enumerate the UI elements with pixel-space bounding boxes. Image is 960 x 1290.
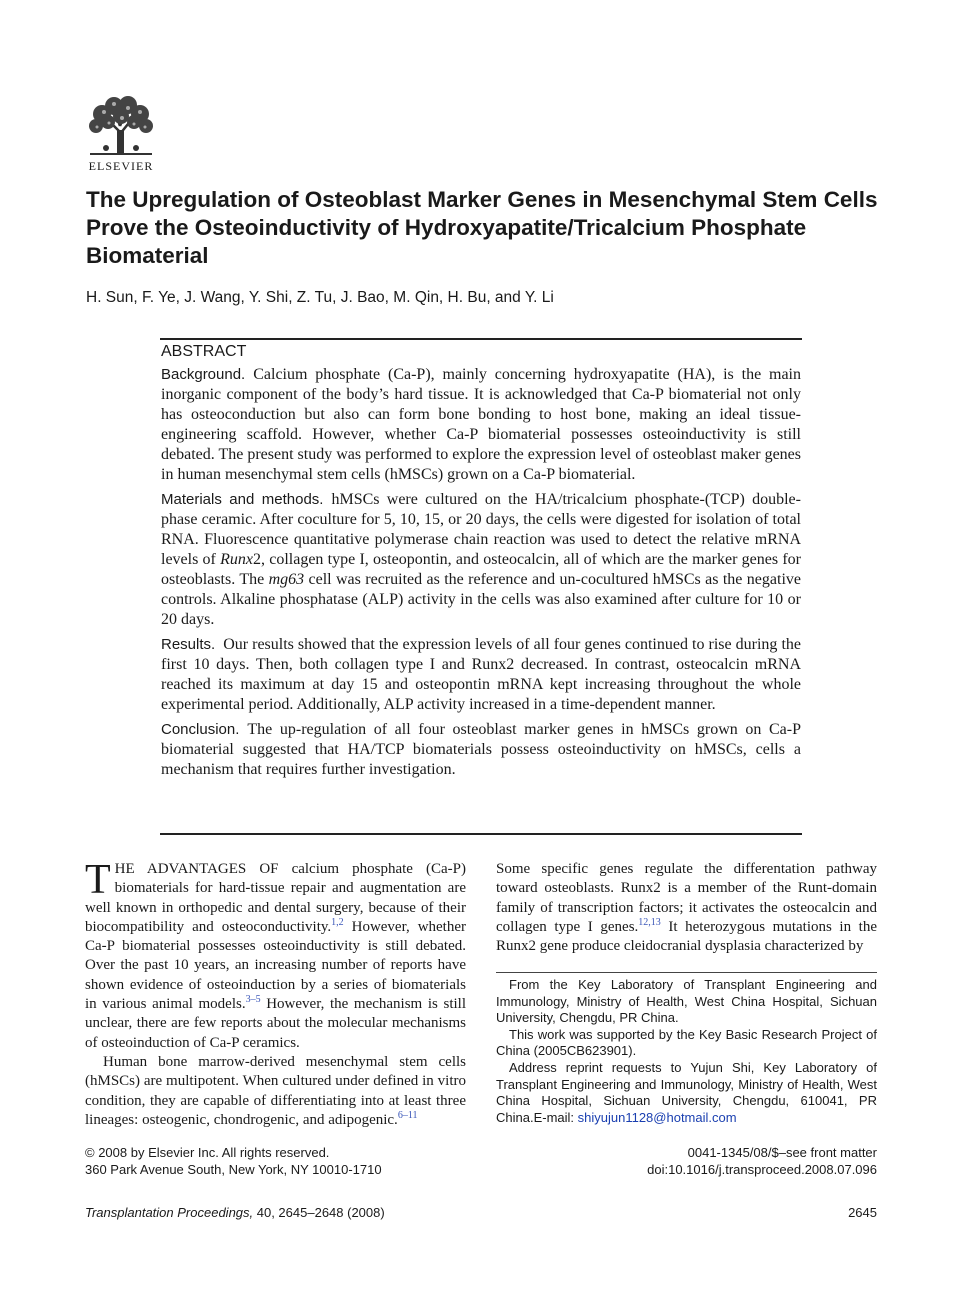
issn-doi-block [560, 1145, 877, 1178]
publisher-wordmark: ELSEVIER [88, 159, 154, 173]
page-number: 2645 [848, 1205, 877, 1220]
abstract-text: Calcium phosphate (Ca-P), mainly concerning hydroxyapatite (HA), is the main inorganic component of the body’s hard tissue. It is acknowledged that Ca-P biomaterial not only has osteoconduction but also can form bone bonding to host bone, making an ideal tissue-engineering scaffold. However, whether Ca-P biomaterial possesses osteoinductivity is still debated. The present study was performed to explore the expression level of osteoblast maker genes in human mesenchymal stem cells (hMSCs) grown on a Ca-P biomaterial. [161, 366, 801, 483]
doi-link[interactable]: doi:10.1016/j.transproceed.2008.07.096 [647, 1161, 877, 1177]
address-text: Address reprint requests to Yujun Shi, Key Laboratory of Transplant Engineering and Immunology, Ministry of Health, West China Hospital, Sichuan University, Chengdu, 610041, PR China.E-mail: [496, 1059, 877, 1125]
abstract-label: Conclusion. [161, 721, 240, 738]
abstract-background [161, 365, 801, 485]
journal-citation [85, 1205, 385, 1220]
abstract-results [161, 635, 801, 715]
abstract-text: The up-regulation of all four osteoblast marker genes in hMSCs grown on Ca-P biomaterial suggested that HA/TCP biomaterials possess osteoinductivity on hMSCs, cells a mechanism that requires further investigation. [161, 721, 801, 778]
abstract-box [161, 343, 801, 785]
affiliation-notes [496, 977, 877, 1126]
abstract-conclusion [161, 720, 801, 780]
body-paragraph [85, 857, 466, 1053]
issn-line: 0041-1345/08/$–see front matter [687, 1145, 877, 1160]
cell-line-name: mg63 [268, 571, 305, 588]
abstract-label: Materials and methods. [161, 491, 324, 508]
affiliation-from: From the Key Laboratory of Transplant Engineering and Immunology, Ministry of Health, West China Hospital, Sichuan University, Chengdu, PR China. [496, 977, 877, 1026]
article-title: The Upregulation of Osteoblast Marker Genes in Mesenchymal Stem Cells Prove the Osteoinductivity of Hydroxyapatite/Tricalcium Phosphate Biomaterial [86, 187, 878, 268]
abstract-text: hMSCs were cultured on the HA/tricalcium phosphate-(TCP) double-phase ceramic. After coculture for 5, 10, 15, or 20 days, the cells were digested for isolation of total RNA. Fluorescence quantitative polymerase chain reaction was used to detect the relative mRNA levels of [161, 491, 801, 568]
body-text: Human bone marrow-derived mesenchymal stem cells (hMSCs) are multipotent. When cultured under defined in vitro condition, they are capable of differentiating into at least three lineages: osteogenic, chondrogenic, and adipogenic. [85, 1053, 466, 1128]
abstract-label: Background. [161, 366, 246, 383]
publisher-address: 360 Park Avenue South, New York, NY 10010-1710 [85, 1161, 382, 1177]
abstract-text: 2, collagen type I, osteopontin, and osteocalcin, all of which are the marker genes for osteoblasts. The [161, 551, 801, 588]
email-link[interactable]: shiyujun1128@hotmail.com [577, 1109, 737, 1125]
copyright-block [85, 1145, 505, 1178]
publisher-logo [84, 96, 158, 174]
body-text: However, the mechanism is still unclear, there are few reports about the molecular mechanisms of osteoinduction of Ca-P ceramics. [85, 996, 466, 1051]
body-paragraph [85, 1053, 466, 1130]
abstract-top-rule [160, 338, 802, 340]
abstract-heading: ABSTRACT [161, 343, 247, 360]
reprint-address [496, 1060, 877, 1126]
body-text: It heterozygous mutations in the Runx2 gene produce cleidocranial dysplasia characterized by [496, 918, 878, 955]
body-column-right [496, 860, 877, 956]
abstract-text: cell was recruited as the reference and un-cocultured hMSCs as the negative controls. Alkaline phosphatase (ALP) activity in the cells was also examined after culture for 10 or 20 days. [161, 571, 801, 628]
journal-volume: 40, 2645–2648 (2008) [253, 1205, 385, 1220]
drop-cap: T [85, 857, 111, 903]
body-text: Some specific genes regulate the differentation pathway toward osteoblasts. Runx2 is a member of the Runt-domain family of transcription factors; it activates the osteocalcin and collagen type I genes. [496, 861, 877, 935]
body-column-left [85, 857, 466, 1130]
citation-link[interactable]: 12,13 [638, 916, 661, 928]
citation-link[interactable]: 6–11 [397, 1109, 418, 1121]
abstract-methods [161, 490, 801, 630]
author-list: H. Sun, F. Ye, J. Wang, Y. Shi, Z. Tu, J. Bao, M. Qin, H. Bu, and Y. Li [86, 289, 554, 306]
citation-link[interactable]: 3–5 [245, 994, 261, 1006]
citation-link[interactable]: 1,2 [331, 916, 344, 928]
funding-note: This work was supported by the Key Basic Research Project of China (2005CB623901). [496, 1026, 877, 1059]
copyright-line: © 2008 by Elsevier Inc. All rights reserved. [85, 1145, 330, 1160]
body-text: calcium phosphate (Ca-P) biomaterials for hard-tissue repair and augmentation are well known in orthopedic and dental surgery, because of their biocompatibility and osteoconductivity. [85, 861, 466, 935]
small-caps-lead: HE ADVANTAGES OF [114, 861, 279, 877]
elsevier-tree-icon [84, 96, 158, 158]
footnote-rule [496, 972, 877, 973]
abstract-bottom-rule [160, 833, 802, 835]
abstract-label: Results. [161, 636, 216, 653]
gene-name: Runx [220, 551, 253, 568]
abstract-text: Our results showed that the expression levels of all four genes continued to rise during the first 10 days. Then, both collagen type I and Runx2 decreased. In contrast, osteocalcin mRNA reached its maximum at day 15 and osteopontin mRNA kept increasing throughout the whole experimental period. Additionally, ALP activity increased in a time-dependent manner. [161, 636, 801, 713]
journal-name: Transplantation Proceedings, [85, 1205, 254, 1220]
body-text: However, whether Ca-P biomaterial possesses osteoinductivity is still debated. Over the past 10 years, an increasing number of reports have shown evidence of osteoinduction by a series of biomaterials in various animal models. [85, 918, 466, 1013]
body-paragraph [496, 860, 877, 956]
